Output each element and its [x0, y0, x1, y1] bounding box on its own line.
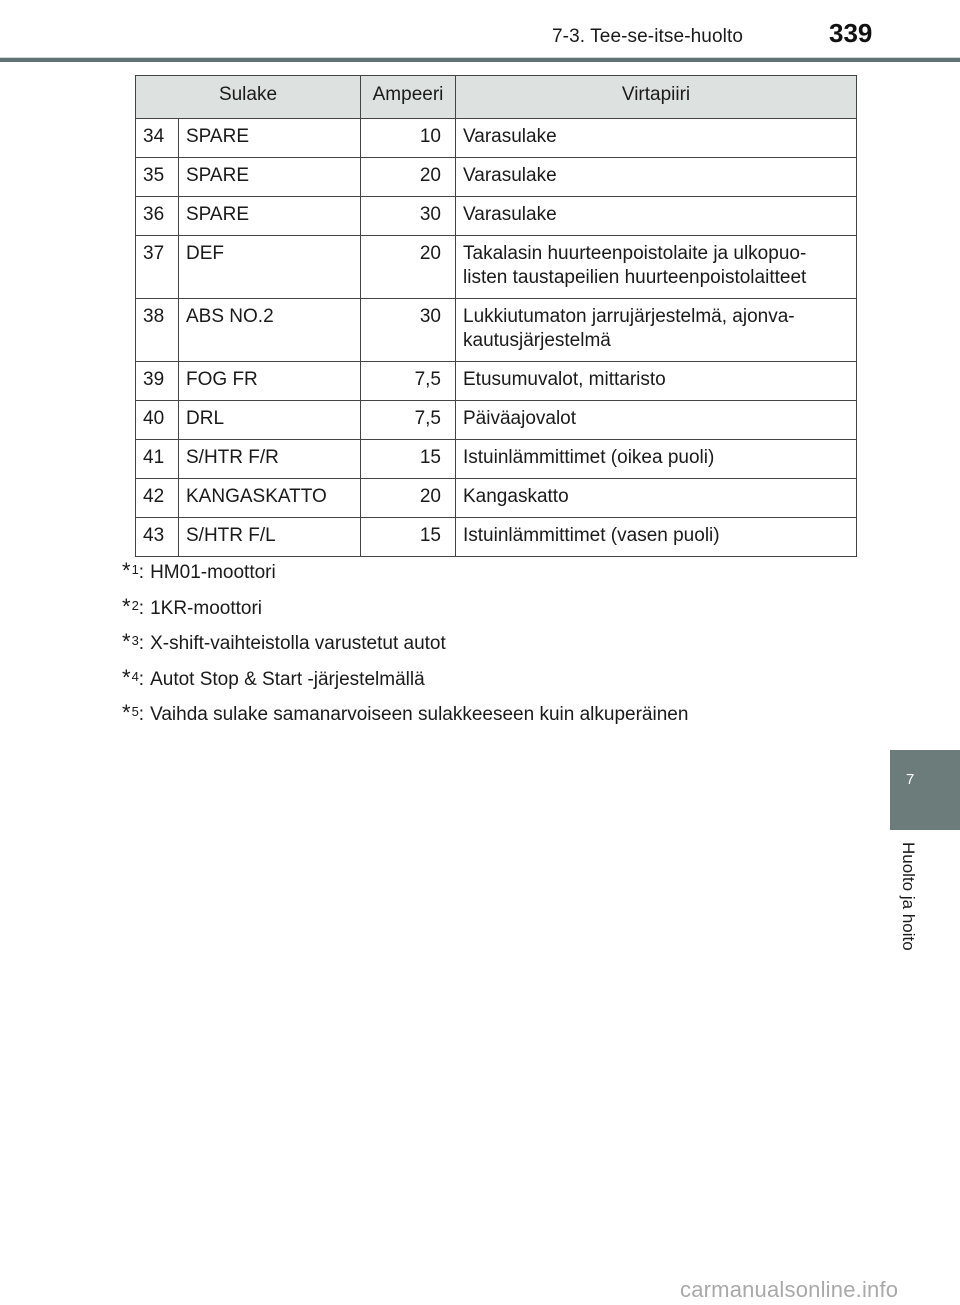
circuit-text-line-2: kautusjärjestelmä	[463, 330, 611, 351]
asterisk-mark: *	[122, 593, 131, 619]
table-row	[136, 197, 857, 236]
fuse-number: 41	[136, 440, 179, 479]
fuse-circuit	[456, 197, 857, 236]
fuse-ampere: 20	[361, 479, 456, 518]
circuit-text: Istuinlämmittimet (vasen puoli)	[463, 525, 720, 546]
footnote-index: 4	[131, 668, 139, 684]
fuse-name: SPARE	[179, 158, 361, 197]
fuse-circuit	[456, 401, 857, 440]
asterisk-mark: *	[122, 558, 131, 583]
fuse-name: FOG FR	[179, 362, 361, 401]
fuse-number: 39	[136, 362, 179, 401]
footnote	[122, 629, 688, 669]
footnote-text: 1KR-moottori	[150, 597, 262, 619]
fuse-name: SPARE	[179, 119, 361, 158]
footnote-index: 1	[131, 562, 139, 577]
footnote-index: 5	[131, 704, 139, 719]
fuse-ampere: 20	[361, 158, 456, 197]
table-row	[136, 440, 857, 479]
chapter-title: Huolto ja hoito	[899, 842, 918, 951]
chapter-number: 7	[906, 771, 915, 788]
footnote-index: 3	[131, 633, 139, 648]
circuit-text: Varasulake	[463, 126, 557, 147]
fuse-circuit	[456, 518, 857, 557]
footnote-text: Autot Stop & Start -järjestelmällä	[150, 668, 425, 690]
fuse-circuit	[456, 236, 857, 299]
fuse-name: DRL	[179, 401, 361, 440]
fuse-ampere: 7,5	[361, 401, 456, 440]
fuse-ampere: 30	[361, 299, 456, 362]
table-row	[136, 299, 857, 362]
watermark: carmanualsonline.info	[680, 1277, 899, 1302]
asterisk-mark: *	[122, 700, 131, 725]
circuit-text: Varasulake	[463, 204, 557, 225]
column-header-ampere: Ampeeri	[361, 76, 456, 119]
asterisk-mark: *	[122, 629, 131, 654]
footnote-text: Vaihda sulake samanarvoiseen sulakkeeseen kuin alkuperäinen	[150, 704, 689, 725]
footnote	[122, 700, 689, 740]
header-divider	[0, 57, 960, 62]
fuse-circuit	[456, 479, 857, 518]
footnote-colon: :	[138, 704, 145, 725]
circuit-text: Etusumuvalot, mittaristo	[463, 369, 666, 390]
circuit-text-line-1: Lukkiutumaton jarrujärjestelmä, ajonva-	[463, 306, 795, 327]
fuse-name: DEF	[179, 236, 361, 299]
fuse-ampere: 30	[361, 197, 456, 236]
fuse-number: 37	[136, 236, 179, 299]
fuse-circuit	[456, 158, 857, 197]
section-title: 7-3. Tee-se-itse-huolto	[552, 26, 743, 47]
fuse-circuit	[456, 362, 857, 401]
footnotes	[122, 558, 689, 740]
footnote-colon: :	[138, 668, 145, 690]
fuse-name: KANGASKATTO	[179, 479, 361, 518]
table-row	[136, 401, 857, 440]
footnote-colon: :	[138, 562, 145, 583]
column-header-circuit: Virtapiiri	[456, 76, 857, 119]
fuse-ampere: 10	[361, 119, 456, 158]
footnote-colon: :	[138, 597, 145, 619]
fuse-circuit	[456, 119, 857, 158]
fuse-number: 43	[136, 518, 179, 557]
footnote-text: X-shift-vaihteistolla varustetut autot	[150, 633, 446, 654]
footnote	[122, 558, 688, 598]
fuse-name: S/HTR F/L	[179, 518, 361, 557]
fuse-table	[135, 75, 857, 557]
circuit-text: Istuinlämmittimet (oikea puoli)	[463, 447, 715, 468]
circuit-text-line-1: Takalasin huurteenpoistolaite ja ulkopuo-	[463, 243, 807, 264]
circuit-text: Varasulake	[463, 165, 557, 186]
fuse-number: 34	[136, 119, 179, 158]
fuse-circuit	[456, 299, 857, 362]
fuse-ampere: 20	[361, 236, 456, 299]
column-header-fuse: Sulake	[136, 76, 361, 119]
circuit-text: Kangaskatto	[463, 486, 569, 507]
footnote	[122, 664, 688, 705]
table-row	[136, 119, 857, 158]
footnote-text: HM01-moottori	[150, 562, 276, 583]
table-row	[136, 236, 857, 299]
fuse-ampere: 15	[361, 440, 456, 479]
fuse-ampere: 15	[361, 518, 456, 557]
fuse-name: SPARE	[179, 197, 361, 236]
fuse-name: ABS NO.2	[179, 299, 361, 362]
table-header-row	[136, 76, 857, 119]
fuse-circuit	[456, 440, 857, 479]
chapter-tab	[890, 750, 960, 830]
table-row	[136, 362, 857, 401]
fuse-number: 38	[136, 299, 179, 362]
fuse-ampere: 7,5	[361, 362, 456, 401]
circuit-text: Päiväajovalot	[463, 408, 577, 429]
circuit-text-line-2: listen taustapeilien huurteenpoistolaitteet	[463, 267, 807, 288]
page-number: 339	[829, 18, 873, 48]
fuse-number: 42	[136, 479, 179, 518]
fuse-number: 35	[136, 158, 179, 197]
table-row	[136, 479, 857, 518]
fuse-number: 40	[136, 401, 179, 440]
fuse-name: S/HTR F/R	[179, 440, 361, 479]
footnote-index: 2	[131, 597, 139, 613]
table-row	[136, 158, 857, 197]
footnote-colon: :	[138, 633, 145, 654]
asterisk-mark: *	[122, 664, 131, 690]
footnote	[122, 593, 688, 634]
table-row	[136, 518, 857, 557]
fuse-number: 36	[136, 197, 179, 236]
